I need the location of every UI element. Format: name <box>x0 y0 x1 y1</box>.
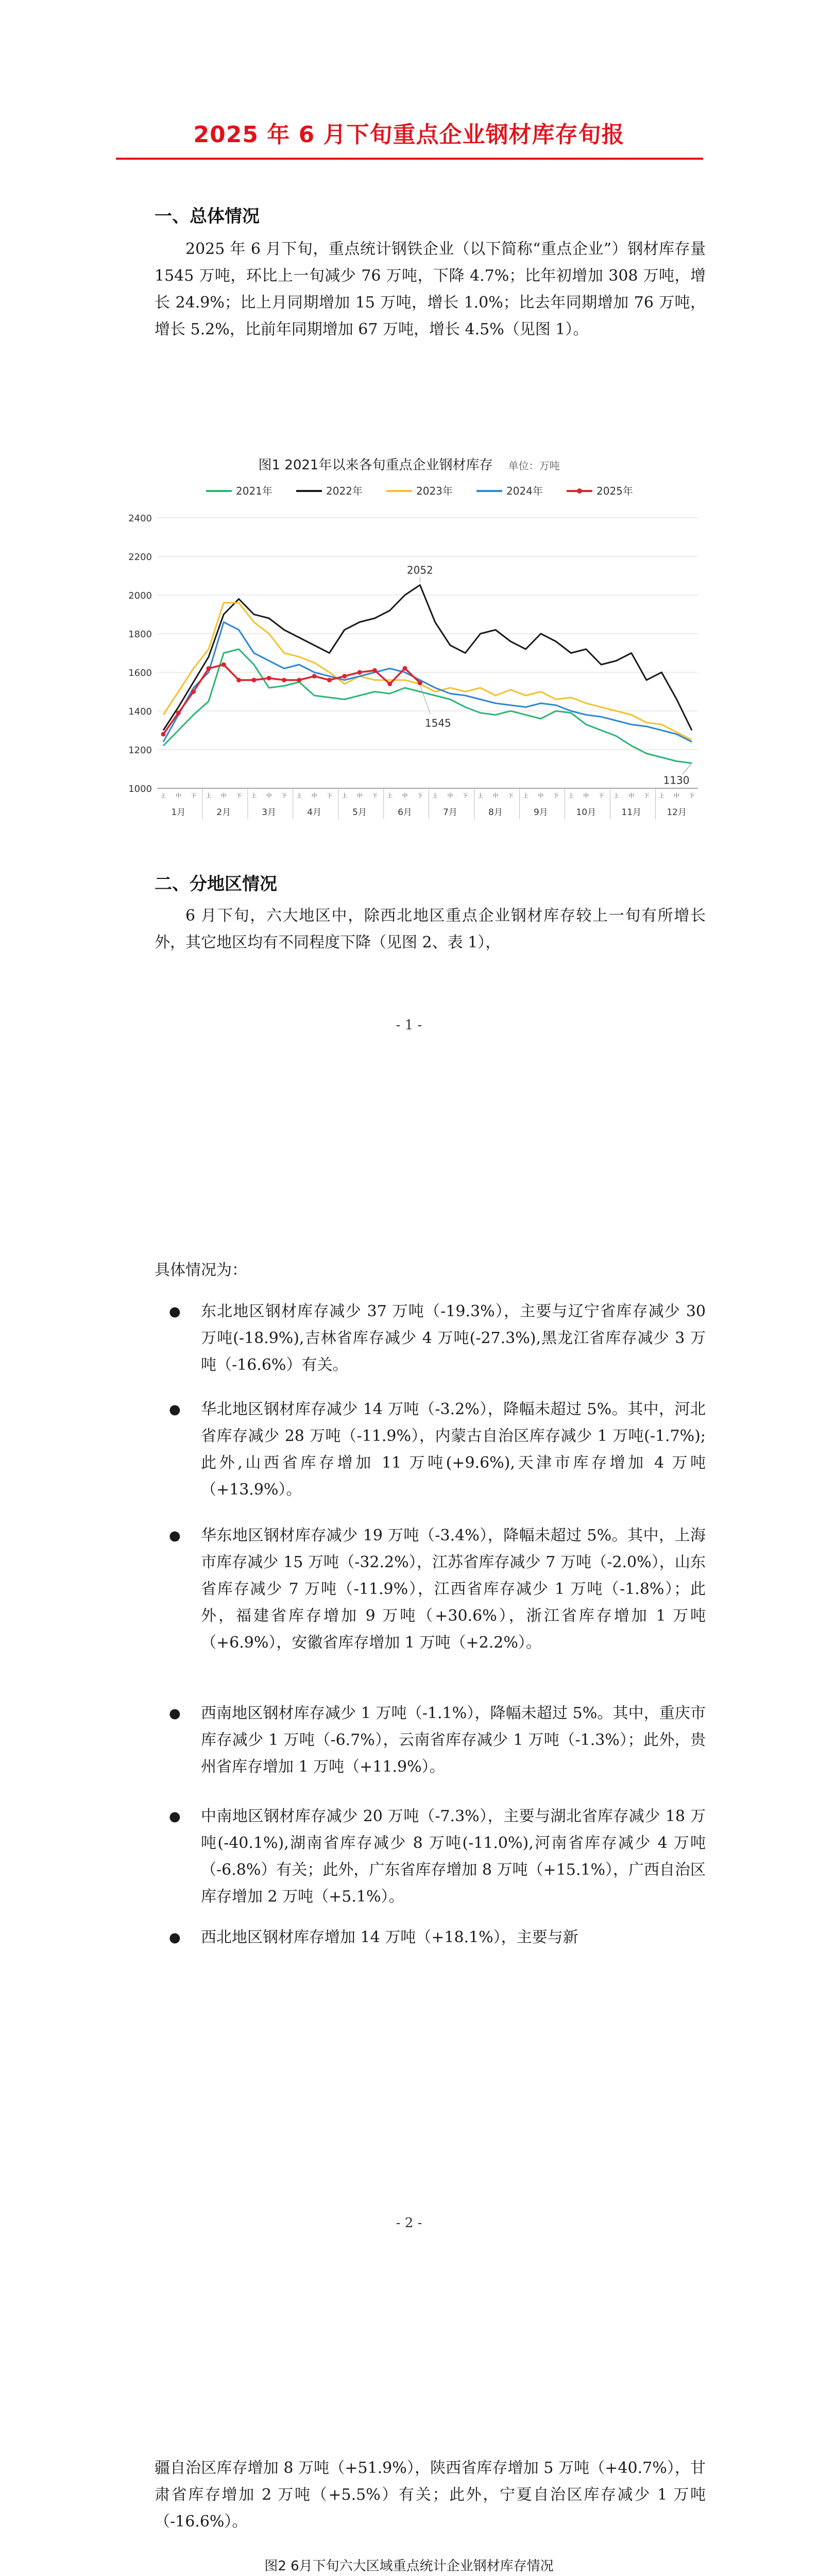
x-minor-tick: 上 <box>387 792 393 799</box>
x-minor-tick: 下 <box>689 792 695 799</box>
bullet-northwest <box>155 1924 706 1951</box>
x-minor-tick: 下 <box>417 792 423 799</box>
x-minor-tick: 下 <box>643 792 650 799</box>
x-minor-tick: 中 <box>492 792 499 799</box>
bullet-dot-icon: ● <box>169 1528 181 1544</box>
bullet-text: 东北地区钢材库存减少 37 万吨（-19.3%），主要与辽宁省库存减少 30 万吨(-18.9%),吉林省库存减少 4 万吨(-27.3%),黑龙江省库存减少 3 万吨（-16.6%）有关。 <box>201 1302 706 1374</box>
y-tick-label: 1200 <box>128 745 152 756</box>
x-minor-tick: 中 <box>583 792 589 799</box>
y-tick-label: 2200 <box>128 552 152 563</box>
annotation-leader <box>420 686 430 714</box>
data-annotation: 1545 <box>424 717 451 730</box>
series-line-2025年 <box>163 665 420 734</box>
bullet-centralsouth <box>155 1803 706 1910</box>
page-number-1: - 1 - <box>396 1018 422 1033</box>
series-point <box>403 666 407 671</box>
report-title: 2025 年 6 月下旬重点企业钢材库存旬报 <box>193 122 625 148</box>
bullet-dot-icon: ● <box>169 1304 181 1319</box>
legend-label: 2025年 <box>597 485 633 497</box>
section1-paragraph: 2025 年 6 月下旬，重点统计钢铁企业（以下简称“重点企业”）钢材库存量 1545 万吨，环比上一旬减少 76 万吨，下降 4.7%；比年初增加 308 万吨，增长 24.9%；比上月同期增加 15 万吨，增长 1.0%；比去年同期增加 76 万吨，增长 5.2%，比前年同期增加 67 万吨，增长 4.5%（见图 1）。 <box>155 240 706 338</box>
figure1-title-text: 图1 2021年以来各旬重点企业钢材库存 <box>258 457 493 473</box>
series-point <box>206 666 211 671</box>
y-tick-label: 1000 <box>128 784 152 794</box>
series-point <box>357 670 362 675</box>
x-minor-tick: 中 <box>628 792 635 799</box>
x-minor-tick: 上 <box>251 792 257 799</box>
data-annotation: 1130 <box>663 774 690 787</box>
figure1-line-chart <box>118 477 706 848</box>
x-minor-tick: 上 <box>160 792 166 799</box>
x-month-label: 4月 <box>307 807 322 818</box>
series-point <box>327 678 332 683</box>
legend-label: 2021年 <box>236 485 272 497</box>
bullet-dot-icon: ● <box>169 1706 181 1721</box>
figure2-title: 图2 6月下旬六大区域重点统计企业钢材库存情况 <box>264 2558 554 2574</box>
legend-label: 2022年 <box>326 485 363 497</box>
data-annotation: 2052 <box>406 564 433 577</box>
x-month-label: 8月 <box>488 807 503 818</box>
section1-heading: 一、总体情况 <box>155 206 260 227</box>
x-minor-tick: 下 <box>281 792 287 799</box>
y-tick-label: 1400 <box>128 706 152 717</box>
series-point <box>418 681 422 685</box>
northwest-continuation: 疆自治区库存增加 8 万吨（+51.9%），陕西省库存增加 5 万吨（+40.7%），甘肃省库存增加 2 万吨（+5.5%）有关；此外，宁夏自治区库存减少 1 万吨（-16.6%）。 <box>155 2459 706 2531</box>
series-point <box>282 678 286 683</box>
x-month-label: 3月 <box>262 807 277 818</box>
bullet-north <box>155 1396 706 1503</box>
page-number-2: - 2 - <box>396 2215 422 2231</box>
series-point <box>372 668 377 673</box>
series-point <box>176 710 181 715</box>
x-month-label: 10月 <box>576 807 597 818</box>
x-minor-tick: 中 <box>311 792 317 799</box>
x-month-label: 2月 <box>216 807 231 818</box>
x-minor-tick: 下 <box>462 792 468 799</box>
legend-label: 2024年 <box>506 485 543 497</box>
x-minor-tick: 下 <box>191 792 197 799</box>
x-minor-tick: 中 <box>402 792 408 799</box>
section2-intro: 6 月下旬，六大地区中，除西北地区重点企业钢材库存较上一旬有所增长外，其它地区均有不同程度下降（见图 2、表 1）， <box>155 907 706 952</box>
section2-heading: 二、分地区情况 <box>155 874 277 894</box>
bullet-text: 西北地区钢材库存增加 14 万吨（+18.1%），主要与新 <box>201 1928 578 1946</box>
y-tick-label: 1600 <box>128 668 152 679</box>
x-minor-tick: 上 <box>296 792 302 799</box>
x-minor-tick: 下 <box>371 792 378 799</box>
x-month-label: 1月 <box>171 807 186 818</box>
y-tick-label: 2000 <box>128 590 152 601</box>
bullet-text: 中南地区钢材库存减少 20 万吨（-7.3%），主要与湖北省库存减少 18 万吨(-40.1%),湖南省库存减少 8 万吨(-11.0%),河南省库存减少 4 万吨（-6.8%）有关；此外，广东省库存增加 8 万吨（+15.1%），广西自治区库存增加 2 万吨（+5.1%）。 <box>201 1807 706 1906</box>
x-month-label: 12月 <box>667 807 687 818</box>
x-minor-tick: 上 <box>568 792 574 799</box>
x-minor-tick: 上 <box>523 792 529 799</box>
x-minor-tick: 上 <box>432 792 438 799</box>
series-point <box>342 674 347 679</box>
title-rule <box>116 158 703 160</box>
x-month-label: 6月 <box>398 807 412 818</box>
x-month-label: 11月 <box>621 807 642 818</box>
x-minor-tick: 中 <box>356 792 363 799</box>
x-minor-tick: 下 <box>236 792 242 799</box>
figure1-title <box>0 454 818 473</box>
x-month-label: 9月 <box>533 807 548 818</box>
x-minor-tick: 下 <box>507 792 514 799</box>
series-point <box>267 676 271 681</box>
annotation-leader <box>683 763 692 774</box>
x-minor-tick: 下 <box>598 792 604 799</box>
x-minor-tick: 上 <box>478 792 484 799</box>
x-minor-tick: 中 <box>674 792 680 799</box>
bullet-northeast <box>155 1298 706 1379</box>
x-minor-tick: 中 <box>175 792 181 799</box>
legend-marker <box>577 488 582 494</box>
x-month-label: 5月 <box>352 807 367 818</box>
series-point <box>297 678 301 683</box>
x-minor-tick: 上 <box>342 792 348 799</box>
x-minor-tick: 中 <box>220 792 227 799</box>
x-minor-tick: 下 <box>326 792 332 799</box>
legend-label: 2023年 <box>416 485 453 497</box>
x-minor-tick: 上 <box>206 792 212 799</box>
bullet-dot-icon: ● <box>169 1402 181 1417</box>
x-minor-tick: 中 <box>266 792 272 799</box>
figure1-legend <box>206 485 633 497</box>
series-point <box>191 689 196 694</box>
bullet-text: 华北地区钢材库存减少 14 万吨（-3.2%），降幅未超过 5%。其中，河北省库存减少 28 万吨（-11.9%），内蒙古自治区库存减少 1 万吨(-1.7%);此外,山西省库存增加 11 万吨(+9.6%),天津市库存增加 4 万吨（+13.9%）。 <box>201 1400 706 1499</box>
x-minor-tick: 下 <box>553 792 559 799</box>
bullet-southwest <box>155 1700 706 1781</box>
series-point <box>312 674 317 679</box>
series-point <box>387 682 392 686</box>
bullet-text: 华东地区钢材库存减少 19 万吨（-3.4%），降幅未超过 5%。其中，上海市库存减少 15 万吨（-32.2%），江苏省库存减少 7 万吨（-2.0%），山东省库存减少 7 万吨（-11.9%），江西省库存减少 1 万吨（-1.8%）；此外，福建省库存增加 9 万吨（+30.6%），浙江省库存增加 1 万吨（+6.9%），安徽省库存增加 1 万吨（+2.2%）。 <box>201 1527 706 1652</box>
figure1-unit: 单位：万吨 <box>508 460 560 472</box>
x-minor-tick: 上 <box>658 792 664 799</box>
bullet-dot-icon: ● <box>169 1809 181 1824</box>
bullet-dot-icon: ● <box>169 1930 181 1945</box>
series-point <box>161 732 166 737</box>
x-minor-tick: 上 <box>613 792 619 799</box>
bullet-text: 西南地区钢材库存减少 1 万吨（-1.1%），降幅未超过 5%。其中，重庆市库存减少 1 万吨（-6.7%），云南省库存减少 1 万吨（-1.3%）；此外，贵州省库存增加 1 万吨（+11.9%）。 <box>201 1704 706 1776</box>
section2-intro-continuation: 具体情况为： <box>155 1261 247 1279</box>
series-point <box>251 678 256 683</box>
series-point <box>221 663 226 667</box>
x-month-label: 7月 <box>443 807 457 818</box>
x-minor-tick: 中 <box>447 792 453 799</box>
series-point <box>236 678 241 683</box>
bullet-east <box>155 1522 706 1656</box>
y-tick-label: 1800 <box>128 629 152 640</box>
y-tick-label: 2400 <box>128 513 152 524</box>
x-minor-tick: 中 <box>538 792 544 799</box>
